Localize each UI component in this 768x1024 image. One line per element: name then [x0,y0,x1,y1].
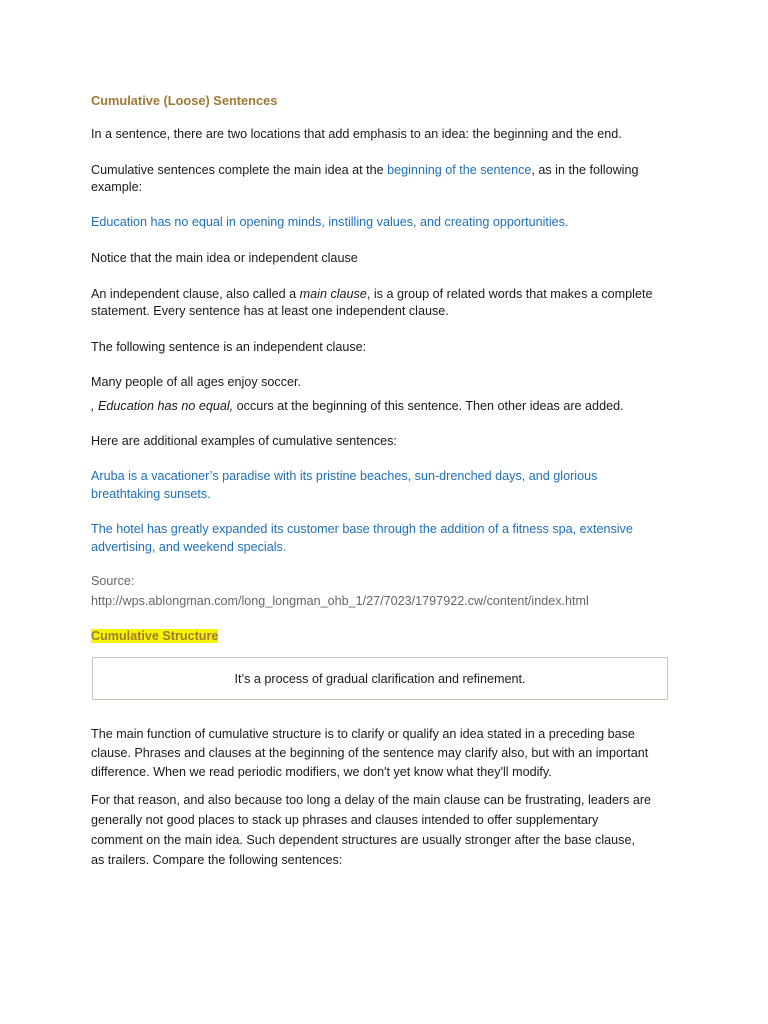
example-sentence-aruba: Aruba is a vacationer’s paradise with its pristine beaches, sun-drenched days, and glorious [91,469,598,483]
example-sentence-hotel-line2: advertising, and weekend specials. [91,540,287,554]
paragraph-following-sentence: The following sentence is an independent clause: [91,340,367,354]
example-sentence-education: Education has no equal in opening minds, instilling values, and creating opportunities. [91,215,569,229]
beginning-of-sentence-link[interactable]: beginning of the sentence [387,163,532,177]
text: , is a group of related words that makes a complete [366,287,653,301]
highlighted-heading: Cumulative Structure [91,629,219,643]
section-heading-cumulative-loose: Cumulative (Loose) Sentences [91,93,278,108]
paragraph-that-reason-line4: as trailers. Compare the following sentences: [91,853,343,867]
paragraph-emphasis-locations: In a sentence, there are two locations that add emphasis to an idea: the beginning and the end. [91,127,622,141]
source-url-link[interactable]: http://wps.ablongman.com/long_longman_ohb_1/27/7023/1797922.cw/content/index.html [91,594,589,608]
example-sentence-soccer: Many people of all ages enjoy soccer. [91,375,302,389]
paragraph-cumulative-definition [91,162,691,179]
text: Cumulative sentences complete the main idea at the [91,163,388,177]
example-sentence-aruba-line2: breathtaking sunsets. [91,487,211,501]
paragraph-that-reason-line3: comment on the main idea. Such dependent structures are usually stronger after the base clause, [91,833,635,847]
paragraph-notice-main-idea: Notice that the main idea or independent clause [91,251,358,265]
paragraph-independent-clause-line2: statement. Every sentence has at least one independent clause. [91,304,449,318]
paragraph-main-function-line2: clause. Phrases and clauses at the beginning of the sentence may clarify also, but with an important [91,746,649,760]
paragraph-additional-examples: Here are additional examples of cumulative sentences: [91,434,397,448]
text: occurs at the beginning of this sentence. Then other ideas are added. [233,399,624,413]
text: An independent clause, also called a [91,287,300,301]
main-clause-term: main clause [299,287,367,301]
paragraph-that-reason: For that reason, and also because too long a delay of the main clause can be frustrating, leaders are [91,793,652,807]
section-heading-cumulative-structure [91,628,691,645]
callout-text: It’s a process of gradual clarification and refinement. [234,671,526,686]
paragraph-that-reason-line2: generally not good places to stack up phrases and clauses intended to offer supplementary [91,813,599,827]
source-label: Source: [91,574,135,588]
education-no-equal-term: , Education has no equal, [91,399,234,413]
callout-box [92,657,668,700]
paragraph-cumulative-definition-line2: example: [91,180,143,194]
paragraph-independent-clause [91,286,691,303]
paragraph-education-no-equal [91,398,691,415]
paragraph-main-function: The main function of cumulative structure is to clarify or qualify an idea stated in a preceding base [91,727,635,741]
paragraph-main-function-line3: difference. When we read periodic modifiers, we don't yet know what they'll modify. [91,765,552,779]
example-sentence-hotel: The hotel has greatly expanded its customer base through the addition of a fitness spa, extensive [91,522,633,536]
text: , as in the following [531,163,639,177]
